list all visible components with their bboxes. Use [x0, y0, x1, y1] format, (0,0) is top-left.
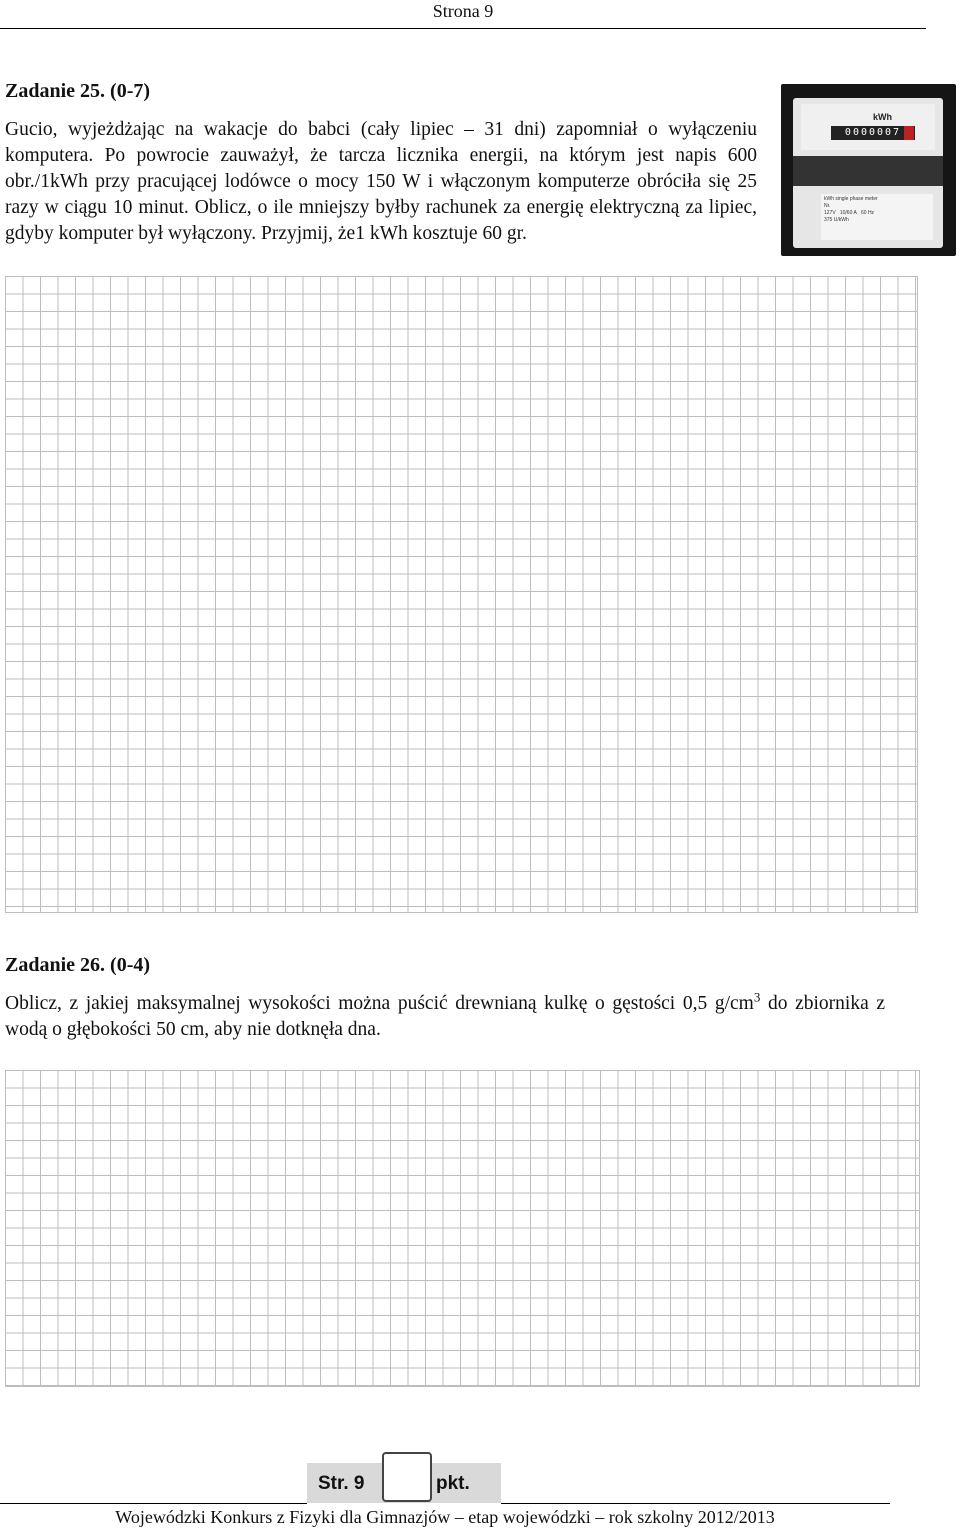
task-26-label: Zadanie 26. — [5, 954, 106, 976]
task-25-label: Zadanie 25. — [5, 80, 106, 102]
score-page-label: Str. 9 — [318, 1473, 365, 1494]
task-25-answer-grid[interactable] — [5, 276, 918, 913]
meter-disc-window — [793, 156, 943, 186]
meter-counter: 0000007 — [831, 126, 915, 140]
energy-meter-photo — [781, 84, 956, 256]
task-26-text: Oblicz, z jakiej maksymalnej wysokości można puścić drewnianą kulkę o gęstości 0,5 $g/cm^3$ do zbiornika z wodą o głębokości 50 cm, aby nie dotknęła dna. — [5, 989, 885, 1040]
page-header — [0, 0, 926, 29]
competition-footer: Wojewódzki Konkurs z Fizyki dla Gimnazjów – etap wojewódzki – rok szkolny 2012/2013 — [115, 1507, 775, 1527]
task-25-title — [5, 80, 150, 103]
score-points-label: pkt. — [436, 1473, 470, 1494]
task-25-points: (0-7) — [110, 80, 151, 102]
meter-unit: kWh — [873, 112, 892, 122]
footer-rule-left — [0, 1503, 307, 1504]
task-26-answer-grid[interactable] — [5, 1070, 920, 1387]
page-number: Strona 9 — [432, 1, 494, 21]
task-25-text: Gucio, wyjeżdżając na wakacje do babci (cały lipiec – 31 dni) zapomniał o wyłączeniu komputera. Po powrocie zauważył, że tarcza licznika energii, na którym jest napis 600 obr./1kWh przy pracującej lodówce o mocy 150 W i włączonym komputerze obróciła się 25 razy w ciągu 10 minut. Oblicz, o ile mniejszy byłby rachunek za energię elektryczną za lipiec, gdyby komputer był wyłączony. Przyjmij, że1 kWh kosztuje 60 gr. — [5, 119, 757, 244]
density-unit-exponent: 3 — [753, 989, 761, 1005]
task-26-title — [5, 954, 150, 977]
task-26-points: (0-4) — [110, 954, 151, 976]
meter-rating-plate: kWh single phase meter Nr. 127V 10/60 A 60 Hz 375 U/kWh — [821, 194, 933, 240]
score-input-box[interactable] — [382, 1452, 432, 1502]
footer-rule-right — [501, 1503, 890, 1504]
meter-face — [793, 98, 943, 248]
meter-counter-red-digit — [904, 126, 914, 140]
